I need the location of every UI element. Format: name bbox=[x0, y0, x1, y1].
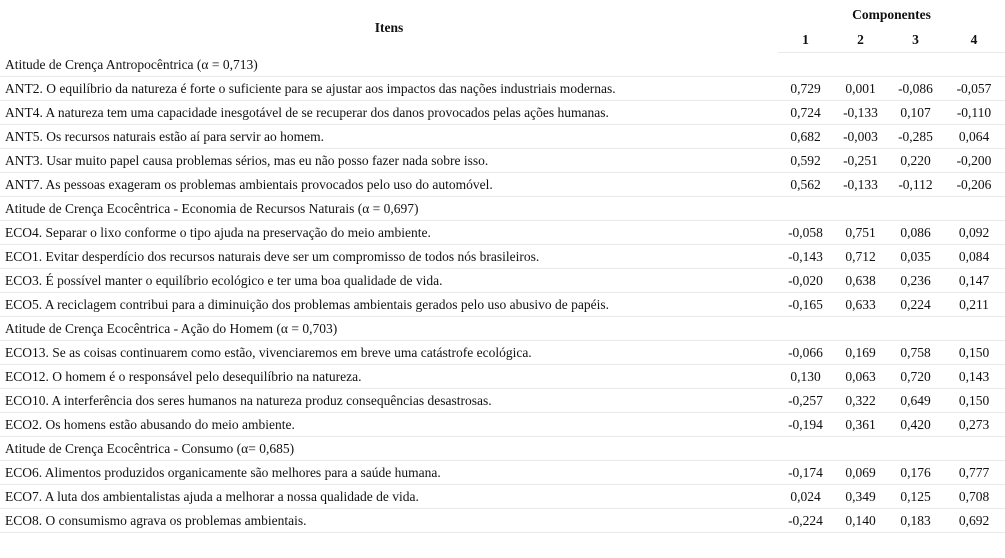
item-text: ECO12. O homem é o responsável pelo desequilíbrio na natureza. bbox=[5, 369, 362, 384]
loading-value-component-1: -0,066 bbox=[788, 345, 823, 360]
item-text: ANT3. Usar muito papel causa problemas sérios, mas eu não posso fazer nada sobre isso. bbox=[5, 153, 489, 168]
item-text: ECO10. A interferência dos seres humanos na natureza produz consequências desastrosas. bbox=[5, 393, 492, 408]
loading-value-component-3: -0,285 bbox=[898, 129, 933, 144]
section-title: Atitude de Crença Ecocêntrica - Consumo (α= 0,685) bbox=[5, 441, 295, 456]
loading-value-component-2: 0,633 bbox=[845, 297, 876, 312]
component-3-header: 3 bbox=[888, 27, 943, 53]
loading-value-component-4: -0,200 bbox=[956, 153, 992, 168]
loading-value-component-1: -0,058 bbox=[788, 225, 823, 240]
loading-value-component-2: -0,003 bbox=[843, 129, 878, 144]
loading-value-component-1: 0,024 bbox=[790, 489, 821, 504]
item-text: ECO6. Alimentos produzidos organicamente são melhores para a saúde humana. bbox=[5, 465, 441, 480]
loading-value-component-2: 0,001 bbox=[845, 81, 876, 96]
item-row bbox=[0, 125, 1005, 149]
loading-value-component-2: -0,251 bbox=[843, 153, 878, 168]
item-text: ECO5. A reciclagem contribui para a diminuição dos problemas ambientais gerados pelo uso abusivo de papéis. bbox=[5, 297, 609, 312]
loading-value-component-2: 0,140 bbox=[845, 513, 876, 528]
loading-value-component-1: 0,592 bbox=[790, 153, 821, 168]
item-row bbox=[0, 149, 1005, 173]
loading-value-component-4: 0,064 bbox=[958, 129, 990, 144]
items-column-header: Itens bbox=[374, 19, 404, 35]
item-text: ANT7. As pessoas exageram os problemas ambientais provocados pelo uso do automóvel. bbox=[5, 177, 493, 192]
item-row bbox=[0, 173, 1005, 197]
loading-value-component-3: 0,720 bbox=[900, 369, 931, 384]
table-header bbox=[0, 2, 1005, 53]
loading-value-component-4: 0,150 bbox=[958, 393, 990, 408]
item-row bbox=[0, 269, 1005, 293]
loading-value-component-3: 0,183 bbox=[900, 513, 931, 528]
item-row bbox=[0, 341, 1005, 365]
component-2-header: 2 bbox=[833, 27, 888, 53]
item-text: ECO13. Se as coisas continuarem como estão, vivenciaremos em breve uma catástrofe ecológica. bbox=[5, 345, 532, 360]
components-column-group-header: Componentes bbox=[852, 7, 931, 22]
loading-value-component-3: 0,758 bbox=[900, 345, 931, 360]
item-row bbox=[0, 509, 1005, 533]
loading-value-component-4: 0,084 bbox=[958, 249, 990, 264]
item-row bbox=[0, 77, 1005, 101]
loading-value-component-4: 0,777 bbox=[958, 465, 990, 480]
item-row bbox=[0, 245, 1005, 269]
loading-value-component-3: 0,236 bbox=[900, 273, 931, 288]
item-text: ECO8. O consumismo agrava os problemas ambientais. bbox=[5, 513, 307, 528]
loading-value-component-2: -0,133 bbox=[843, 177, 878, 192]
section-title-row bbox=[0, 317, 1005, 341]
loading-value-component-3: 0,649 bbox=[900, 393, 931, 408]
loading-value-component-2: 0,322 bbox=[845, 393, 876, 408]
loading-value-component-1: -0,165 bbox=[788, 297, 823, 312]
loading-value-component-4: 0,708 bbox=[958, 489, 990, 504]
loading-value-component-2: 0,361 bbox=[845, 417, 876, 432]
loading-value-component-1: -0,020 bbox=[788, 273, 823, 288]
loading-value-component-2: 0,712 bbox=[845, 249, 876, 264]
component-1-header: 1 bbox=[778, 27, 833, 53]
loading-value-component-4: 0,147 bbox=[958, 273, 990, 288]
loading-value-component-3: 0,176 bbox=[900, 465, 931, 480]
loading-value-component-4: 0,143 bbox=[958, 369, 990, 384]
loading-value-component-1: -0,174 bbox=[788, 465, 823, 480]
loading-value-component-2: 0,063 bbox=[845, 369, 876, 384]
loading-value-component-1: 0,562 bbox=[790, 177, 821, 192]
item-text: ECO7. A luta dos ambientalistas ajuda a melhorar a nossa qualidade de vida. bbox=[5, 489, 419, 504]
section-title-row bbox=[0, 437, 1005, 461]
section-title: Atitude de Crença Ecocêntrica - Ação do Homem (α = 0,703) bbox=[5, 321, 338, 336]
loading-value-component-4: 0,150 bbox=[958, 345, 990, 360]
item-row bbox=[0, 101, 1005, 125]
section-title: Atitude de Crença Antropocêntrica (α = 0,713) bbox=[5, 57, 258, 72]
loading-value-component-1: -0,224 bbox=[788, 513, 823, 528]
loading-value-component-2: 0,349 bbox=[845, 489, 876, 504]
item-row bbox=[0, 389, 1005, 413]
loading-value-component-1: 0,130 bbox=[790, 369, 821, 384]
table-body bbox=[0, 53, 1005, 533]
loading-value-component-3: 0,107 bbox=[900, 105, 931, 120]
section-title-row bbox=[0, 197, 1005, 221]
loading-value-component-4: -0,057 bbox=[956, 81, 992, 96]
item-row bbox=[0, 485, 1005, 509]
loading-value-component-1: -0,143 bbox=[788, 249, 823, 264]
section-title: Atitude de Crença Ecocêntrica - Economia de Recursos Naturais (α = 0,697) bbox=[5, 201, 419, 216]
item-text: ECO2. Os homens estão abusando do meio ambiente. bbox=[5, 417, 295, 432]
loading-value-component-2: 0,751 bbox=[845, 225, 876, 240]
factor-loadings-table bbox=[0, 2, 1005, 533]
loading-value-component-4: 0,092 bbox=[958, 225, 990, 240]
item-row bbox=[0, 461, 1005, 485]
loading-value-component-3: 0,220 bbox=[900, 153, 931, 168]
loading-value-component-1: 0,682 bbox=[790, 129, 821, 144]
loading-value-component-3: -0,112 bbox=[898, 177, 933, 192]
component-4-header: 4 bbox=[943, 27, 1005, 53]
item-text: ECO4. Separar o lixo conforme o tipo ajuda na preservação do meio ambiente. bbox=[5, 225, 431, 240]
item-row bbox=[0, 365, 1005, 389]
item-row bbox=[0, 293, 1005, 317]
item-text: ANT2. O equilíbrio da natureza é forte o suficiente para se ajustar aos impactos das nações industriais modernas. bbox=[5, 81, 616, 96]
item-text: ECO3. É possível manter o equilíbrio ecológico e ter uma boa qualidade de vida. bbox=[5, 273, 443, 288]
loading-value-component-3: 0,224 bbox=[900, 297, 931, 312]
loading-value-component-2: -0,133 bbox=[843, 105, 878, 120]
loading-value-component-2: 0,638 bbox=[845, 273, 876, 288]
item-row bbox=[0, 221, 1005, 245]
item-row bbox=[0, 413, 1005, 437]
loading-value-component-3: -0,086 bbox=[898, 81, 933, 96]
loading-value-component-4: 0,273 bbox=[958, 417, 990, 432]
loading-value-component-2: 0,069 bbox=[845, 465, 876, 480]
loading-value-component-1: 0,724 bbox=[790, 105, 821, 120]
loading-value-component-2: 0,169 bbox=[845, 345, 876, 360]
loading-value-component-1: -0,194 bbox=[788, 417, 823, 432]
section-title-row bbox=[0, 53, 1005, 77]
item-text: ECO1. Evitar desperdício dos recursos naturais deve ser um compromisso de todos nós brasileiros. bbox=[5, 249, 540, 264]
header-row-top bbox=[0, 2, 1005, 27]
loading-value-component-3: 0,035 bbox=[900, 249, 931, 264]
loading-value-component-3: 0,086 bbox=[900, 225, 931, 240]
item-text: ANT5. Os recursos naturais estão aí para servir ao homem. bbox=[5, 129, 325, 144]
loading-value-component-1: -0,257 bbox=[788, 393, 823, 408]
loading-value-component-4: -0,206 bbox=[956, 177, 992, 192]
loading-value-component-1: 0,729 bbox=[790, 81, 821, 96]
loading-value-component-4: -0,110 bbox=[956, 105, 992, 120]
loading-value-component-4: 0,692 bbox=[958, 513, 990, 528]
item-text: ANT4. A natureza tem uma capacidade inesgotável de se recuperar dos danos provocados pelas ações humanas. bbox=[5, 105, 609, 120]
loading-value-component-4: 0,211 bbox=[959, 297, 989, 312]
loading-value-component-3: 0,420 bbox=[900, 417, 931, 432]
loading-value-component-3: 0,125 bbox=[900, 489, 931, 504]
